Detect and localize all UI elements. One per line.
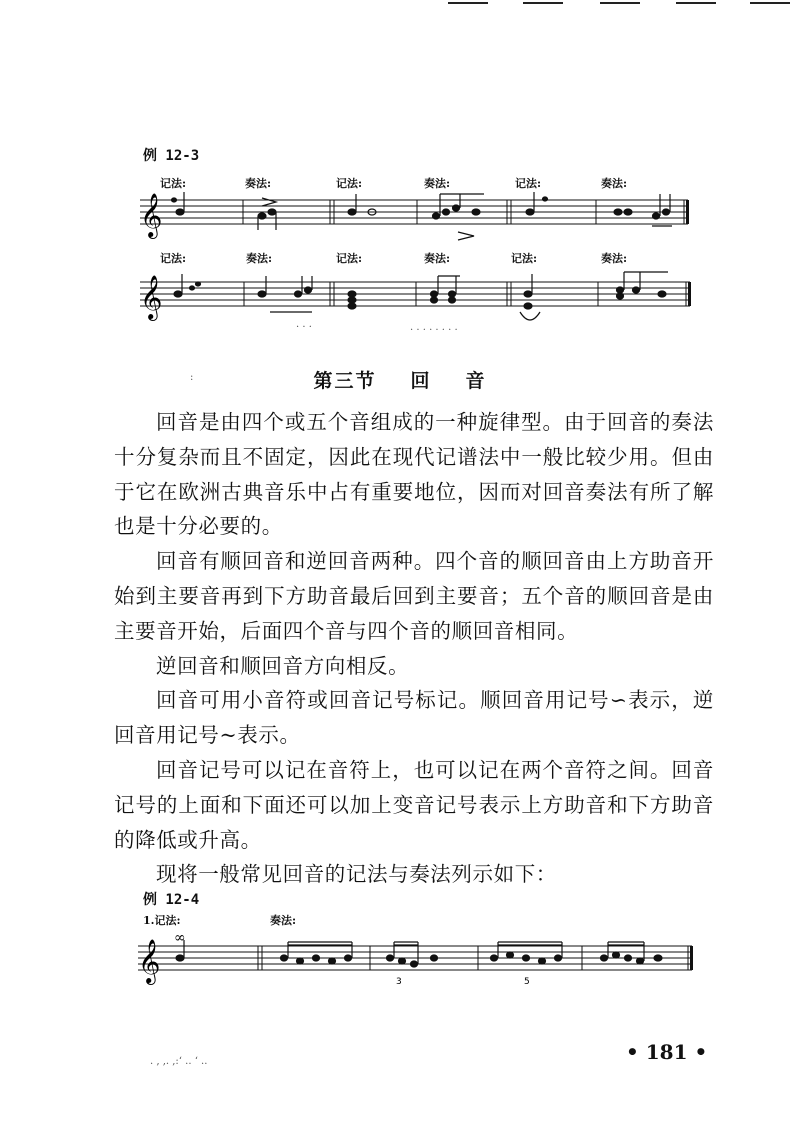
caption-performance: 奏法: xyxy=(601,252,628,265)
music-staff xyxy=(0,186,800,246)
svg-text:𝄞: 𝄞 xyxy=(138,939,161,983)
caption-notation: 记法: xyxy=(160,252,187,265)
caption-performance: 奏法: xyxy=(270,914,297,927)
section-title xyxy=(0,366,800,393)
music-staff xyxy=(0,928,800,998)
caption-notation: 记法: xyxy=(336,177,363,190)
caption-notation: 记法: xyxy=(160,177,187,190)
svg-text:𝄞: 𝄞 xyxy=(140,193,163,237)
print-specks: . ‚ ,. ,:‘ .. ‘ .. xyxy=(150,1056,208,1067)
caption-notation: 1.记法: xyxy=(143,914,181,927)
paragraph: 回音记号可以记在音符上，也可以记在两个音符之间。回音记号的上面和下面还可以加上变音记号表示上方助音和下方助音的降低或升高。 xyxy=(114,757,714,852)
svg-text:5: 5 xyxy=(524,977,530,987)
caption-notation: 记法: xyxy=(511,252,538,265)
body-text xyxy=(114,405,714,892)
paragraph: 逆回音和顺回音方向相反。 xyxy=(156,653,410,678)
svg-text:𝄞: 𝄞 xyxy=(140,275,163,319)
print-specks: . . . . . . . . xyxy=(410,322,458,333)
caption-performance: 奏法: xyxy=(424,252,451,265)
paragraph: 回音是由四个或五个音组成的一种旋律型。由于回音的奏法十分复杂而且不固定，因此在现代记谱法中一般比较少用。但由于它在欧洲古典音乐中占有重要地位，因而对回音奏法有所了解也是十分必要的。 xyxy=(114,410,714,539)
svg-text:∞: ∞ xyxy=(174,930,186,946)
paragraph: 回音可用小音符或回音记号标记。顺回音用记号∽表示，逆回音用记号~表示。 xyxy=(114,688,714,748)
caption-performance: 奏法: xyxy=(601,177,628,190)
section-number: 第三节 xyxy=(313,370,377,392)
caption-notation: 记法: xyxy=(336,252,363,265)
example-label: 例 12-4 xyxy=(143,892,200,908)
svg-text:3: 3 xyxy=(396,977,402,987)
caption-performance: 奏法: xyxy=(245,177,272,190)
music-staff xyxy=(0,266,800,336)
section-word: 回 xyxy=(410,370,432,392)
section-word: 音 xyxy=(465,370,487,392)
print-specks: · · · xyxy=(296,322,312,333)
caption-performance: 奏法: xyxy=(424,177,451,190)
paragraph: 回音有顺回音和逆回音两种。四个音的顺回音由上方助音开始到主要音再到下方助音最后回到主要音；五个音的顺回音是由主要音开始，后面四个音与四个音的顺回音相同。 xyxy=(114,549,714,643)
top-edge-marks xyxy=(0,2,800,6)
example-label: 例 12-3 xyxy=(143,148,200,164)
paragraph: 现将一般常见回音的记法与奏法列示如下： xyxy=(156,862,557,887)
caption-notation: 记法: xyxy=(515,177,542,190)
print-specks: : xyxy=(190,372,194,383)
caption-performance: 奏法: xyxy=(246,252,273,265)
page-number: • 181 • xyxy=(626,1040,708,1064)
